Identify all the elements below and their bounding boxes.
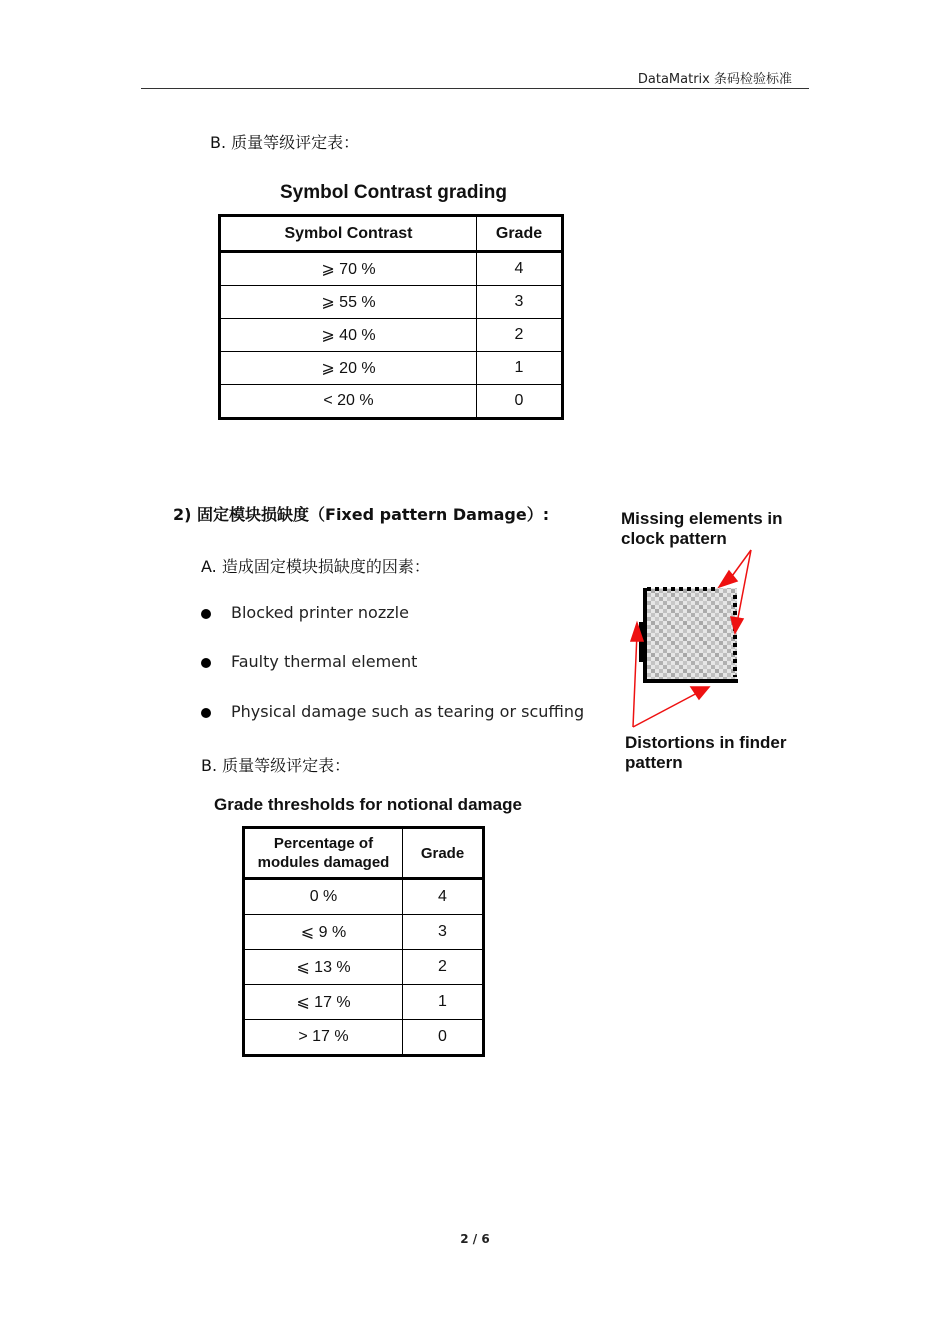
table-cell: < 20 % xyxy=(220,385,477,419)
bullet-icon xyxy=(201,609,211,619)
figure-caption-top: Missing elements in clock pattern xyxy=(621,509,783,548)
table-row xyxy=(244,915,484,950)
table-row xyxy=(244,1020,484,1056)
table1-title: Symbol Contrast grading xyxy=(280,182,507,203)
table-row xyxy=(220,385,563,419)
table-header-cell: Grade xyxy=(477,216,563,252)
table-cell: > 17 % xyxy=(244,1020,403,1056)
table-row xyxy=(220,352,563,385)
list-item xyxy=(201,603,409,622)
symbol-contrast-table xyxy=(218,214,564,420)
table-cell: 2 xyxy=(403,950,484,985)
table-cell: 3 xyxy=(477,286,563,319)
header-title: DataMatrix 条码检验标准 xyxy=(637,72,792,87)
bullet-icon xyxy=(201,658,211,668)
table-header-row xyxy=(220,216,563,252)
section2-heading: 2) 固定模块损缺度（Fixed pattern Damage）: xyxy=(173,505,550,524)
table-cell: ⩾ 55 % xyxy=(220,286,477,319)
table-row xyxy=(220,319,563,352)
table-header-cell: Symbol Contrast xyxy=(220,216,477,252)
table-cell: ⩽ 9 % xyxy=(244,915,403,950)
table-cell: 3 xyxy=(403,915,484,950)
table-cell: ⩾ 40 % xyxy=(220,319,477,352)
list-item-text: Physical damage such as tearing or scuffing xyxy=(231,702,585,721)
page-number: 2 / 6 xyxy=(460,1232,490,1246)
damage-figure xyxy=(615,505,795,780)
table2-title: Grade thresholds for notional damage xyxy=(214,795,522,814)
damage-grade-table xyxy=(242,826,485,1057)
section-b1-label: B. 质量等级评定表： xyxy=(210,133,360,152)
table-row xyxy=(220,286,563,319)
table-cell: ⩾ 70 % xyxy=(220,252,477,286)
table-header-cell: Percentage of modules damaged xyxy=(244,828,403,879)
table-row xyxy=(244,985,484,1020)
figure-caption-bottom: Distortions in finder pattern xyxy=(625,733,787,772)
table-cell: 4 xyxy=(403,879,484,915)
table-cell: 0 % xyxy=(244,879,403,915)
table-cell: 0 xyxy=(477,385,563,419)
table-cell: ⩽ 17 % xyxy=(244,985,403,1020)
table-cell: 1 xyxy=(477,352,563,385)
bullet-icon xyxy=(201,708,211,718)
section2-b-label: B. 质量等级评定表： xyxy=(201,756,351,775)
section2-a-label: A. 造成固定模块损缺度的因素： xyxy=(201,557,430,576)
table-cell: 4 xyxy=(477,252,563,286)
table-cell: 2 xyxy=(477,319,563,352)
table-cell: 1 xyxy=(403,985,484,1020)
list-item-text: Blocked printer nozzle xyxy=(231,603,409,622)
table-row xyxy=(244,879,484,915)
header-divider xyxy=(141,88,809,89)
table-cell: 0 xyxy=(403,1020,484,1056)
table-cell: ⩾ 20 % xyxy=(220,352,477,385)
table-row xyxy=(244,950,484,985)
table-row xyxy=(220,252,563,286)
list-item xyxy=(201,702,584,721)
table-header-row xyxy=(244,828,484,879)
table-header-cell: Grade xyxy=(403,828,484,879)
table-cell: ⩽ 13 % xyxy=(244,950,403,985)
list-item xyxy=(201,652,417,671)
list-item-text: Faulty thermal element xyxy=(231,652,418,671)
